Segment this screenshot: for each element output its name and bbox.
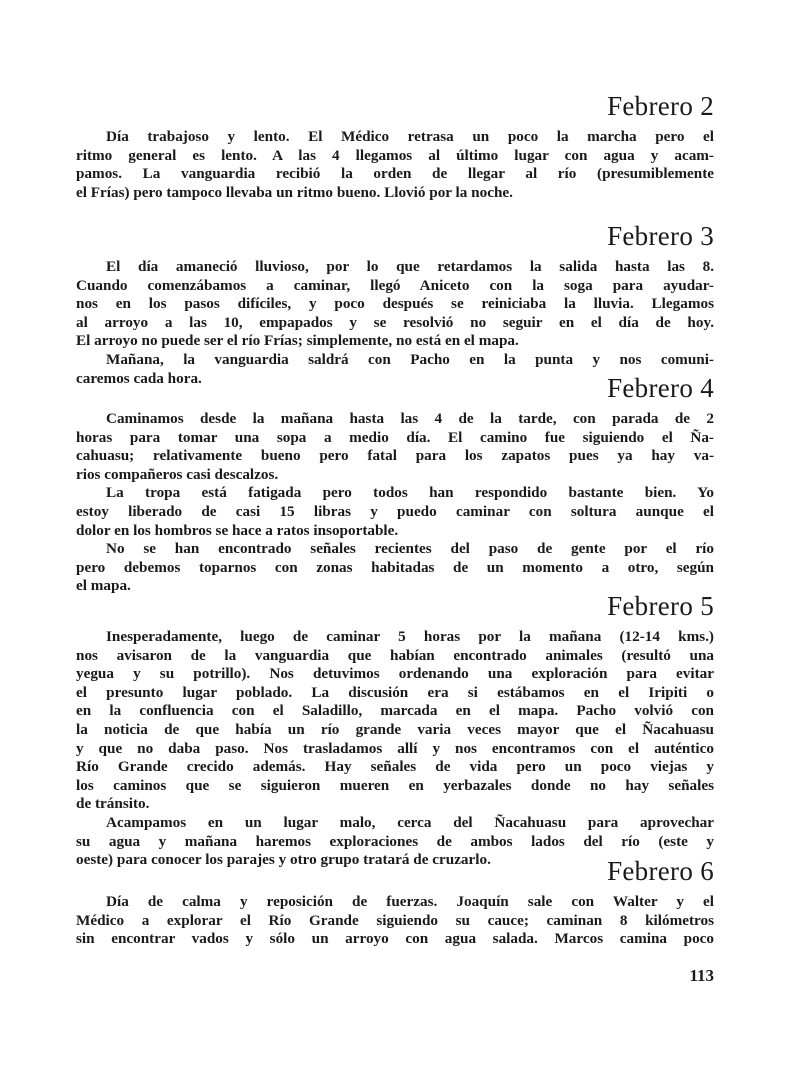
text-line: caremos cada hora. [76, 369, 202, 387]
text-line: Río Grande crecido además. Hay señales de vida pero un poco viejas y [76, 758, 714, 776]
text-line: la noticia de que había un río grande varia veces mayor que el Ñacahuasu [76, 720, 714, 738]
entry-paragraph [76, 628, 714, 814]
text-line: El arroyo no puede ser el río Frías; simplemente, no está en el mapa. [76, 332, 519, 350]
entry-heading: Febrero 4 [607, 373, 714, 403]
entry-paragraph [76, 410, 714, 484]
page-number: 113 [689, 966, 714, 985]
text-line: yegua y su potrillo). Nos detuvimos ordenando una exploración para evitar [76, 665, 714, 683]
entry-paragraph [76, 258, 714, 351]
text-line: sin encontrar vados y sólo un arroyo con agua salada. Marcos camina poco [76, 930, 714, 948]
entry-heading: Febrero 2 [607, 91, 714, 121]
text-line: Acampamos en un lugar malo, cerca del Ñacahuasu para aprovechar [106, 813, 714, 831]
text-line: No se han encontrado señales recientes del paso de gente por el río [106, 540, 714, 558]
diary-entry-feb-6 [76, 855, 714, 949]
diary-entry-feb-2 [76, 90, 714, 202]
diary-entry-feb-3 [76, 220, 714, 388]
entry-heading: Febrero 3 [607, 221, 714, 251]
text-line: nos avisaron de la vanguardia que habían encontrado animales (resultó una [76, 646, 714, 664]
text-line: su agua y mañana haremos exploraciones de ambos lados del río (este y [76, 832, 714, 850]
text-line: pero debemos toparnos con zonas habitadas de un momento a otro, según [76, 558, 714, 576]
text-line: Cuando comenzábamos a caminar, llegó Aniceto con la soga para ayudar- [76, 276, 714, 294]
text-line: nos en los pasos difíciles, y poco después se reiniciaba la lluvia. Llegamos [76, 295, 714, 313]
text-line: cahuasu; relativamente bueno pero fatal para los zapatos pues ya hay va- [76, 447, 714, 465]
text-line: rios compañeros casi descalzos. [76, 465, 279, 483]
entry-paragraph [76, 893, 714, 949]
diary-entry-feb-4 [76, 369, 714, 596]
text-line: al arroyo a las 10, empapados y se resolvió no seguir en el día de hoy. [76, 313, 714, 331]
text-line: oeste) para conocer los parajes y otro grupo tratará de cruzarlo. [76, 851, 491, 869]
text-line: los caminos que se siguieron mueren en yerbazales donde no hay señales [76, 776, 714, 794]
text-line: y que no daba paso. Nos trasladamos allí y nos encontramos con el auténtico [76, 739, 714, 757]
text-line: pamos. La vanguardia recibió la orden de llegar al río (presumiblemente [76, 165, 714, 183]
text-line: La tropa está fatigada pero todos han respondido bastante bien. Yo [106, 484, 714, 502]
entry-paragraph [76, 540, 714, 596]
text-line: el presunto lugar poblado. La discusión era si estábamos en el Iripiti o [76, 683, 714, 701]
text-line: horas para tomar una sopa a medio día. El camino fue siguiendo el Ña- [76, 428, 714, 446]
text-line: Médico a explorar el Río Grande siguiendo su cauce; caminan 8 kilómetros [76, 911, 714, 929]
entry-paragraph [76, 128, 714, 202]
text-line: Caminamos desde la mañana hasta las 4 de la tarde, con parada de 2 [106, 410, 714, 427]
entry-paragraph [76, 484, 714, 540]
text-line: el mapa. [76, 577, 131, 595]
text-line: Mañana, la vanguardia saldrá con Pacho en la punta y nos comuni- [106, 350, 714, 368]
text-line: dolor en los hombros se hace a ratos insoportable. [76, 521, 399, 539]
diary-entry-feb-5 [76, 590, 714, 870]
text-line: estoy liberado de casi 15 libras y puedo caminar con soltura aunque el [76, 502, 714, 520]
text-line: en la confluencia con el Saladillo, marcada en el mapa. Pacho volvió con [76, 702, 714, 720]
book-page [76, 0, 714, 1086]
text-line: el Frías) pero tampoco llevaba un ritmo bueno. Llovió por la noche. [76, 183, 513, 201]
text-line: Día de calma y reposición de fuerzas. Joaquín sale con Walter y el [106, 893, 714, 910]
text-line: Inesperadamente, luego de caminar 5 horas por la mañana (12-14 kms.) [106, 628, 714, 645]
entry-heading: Febrero 6 [607, 856, 714, 886]
text-line: Día trabajoso y lento. El Médico retrasa un poco la marcha pero el [106, 128, 714, 145]
entry-heading: Febrero 5 [607, 591, 714, 621]
text-line: ritmo general es lento. A las 4 llegamos al último lugar con agua y acam- [76, 146, 714, 164]
text-line: El día amaneció lluvioso, por lo que retardamos la salida hasta las 8. [106, 258, 714, 275]
text-line: de tránsito. [76, 795, 150, 813]
